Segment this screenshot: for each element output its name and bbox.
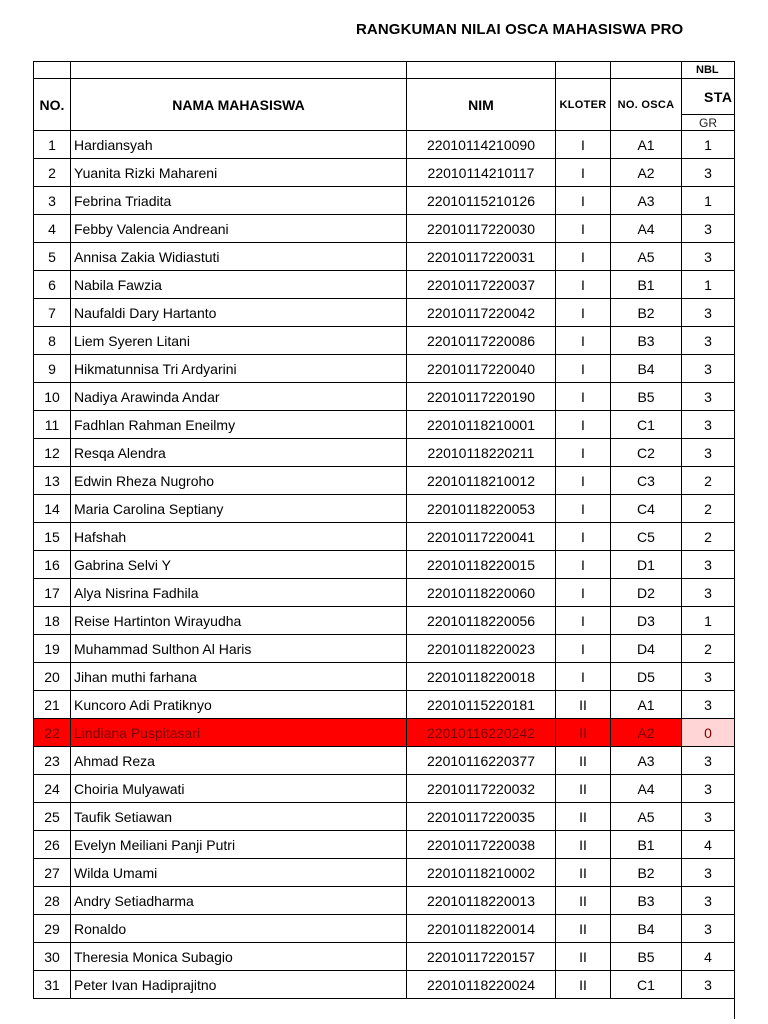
row-no-cell[interactable]: 10	[34, 383, 71, 411]
gr-score-cell[interactable]: 2	[682, 635, 735, 663]
gr-score-cell[interactable]: 3	[682, 159, 735, 187]
nim-cell[interactable]: 22010117220157	[407, 943, 556, 971]
table-row	[34, 635, 735, 663]
nim-cell[interactable]: 22010118220014	[407, 915, 556, 943]
gr-score-cell[interactable]: 1	[682, 271, 735, 299]
header-row-main	[34, 79, 735, 115]
row-no-cell[interactable]: 2	[34, 159, 71, 187]
kloter-cell[interactable]: I	[556, 355, 611, 383]
nim-cell[interactable]: 22010114210117	[407, 159, 556, 187]
osca-number-cell[interactable]: A4	[611, 775, 682, 803]
table-row	[34, 383, 735, 411]
header-cell[interactable]	[34, 62, 71, 79]
gr-score-cell[interactable]: 3	[682, 215, 735, 243]
row-no-cell[interactable]: 29	[34, 915, 71, 943]
student-name-cell[interactable]: Andry Setiadharma	[71, 887, 407, 915]
row-no-cell[interactable]: 12	[34, 439, 71, 467]
student-name-cell[interactable]: Choiria Mulyawati	[71, 775, 407, 803]
header-name[interactable]: NAMA MAHASISWA	[71, 79, 407, 131]
table-row	[34, 411, 735, 439]
osca-number-cell[interactable]: B5	[611, 943, 682, 971]
kloter-cell[interactable]: I	[556, 411, 611, 439]
student-name-cell[interactable]: Annisa Zakia Widiastuti	[71, 243, 407, 271]
row-no-cell[interactable]: 19	[34, 635, 71, 663]
table-row	[34, 943, 735, 971]
nim-cell[interactable]: 22010118220024	[407, 971, 556, 999]
table-row	[34, 859, 735, 887]
kloter-cell[interactable]: II	[556, 719, 611, 747]
table-row	[34, 551, 735, 579]
osca-number-cell[interactable]: B5	[611, 383, 682, 411]
table-row	[34, 747, 735, 775]
row-no-cell[interactable]: 13	[34, 467, 71, 495]
student-name-cell[interactable]: Reise Hartinton Wirayudha	[71, 607, 407, 635]
nim-cell[interactable]: 22010117220038	[407, 831, 556, 859]
student-name-cell[interactable]: Taufik Setiawan	[71, 803, 407, 831]
nim-cell[interactable]: 22010118220060	[407, 579, 556, 607]
table-row	[34, 299, 735, 327]
student-name-cell[interactable]: Fadhlan Rahman Eneilmy	[71, 411, 407, 439]
header-osca[interactable]: NO. OSCA	[611, 79, 682, 131]
row-no-cell[interactable]: 17	[34, 579, 71, 607]
header-station[interactable]: STA	[682, 79, 735, 115]
osca-number-cell[interactable]: B1	[611, 271, 682, 299]
student-name-cell[interactable]: Theresia Monica Subagio	[71, 943, 407, 971]
table-row	[34, 523, 735, 551]
osca-number-cell[interactable]: B4	[611, 915, 682, 943]
header-cell[interactable]	[556, 62, 611, 79]
osca-number-cell[interactable]: C4	[611, 495, 682, 523]
table-row	[34, 915, 735, 943]
nim-cell[interactable]: 22010118210012	[407, 467, 556, 495]
nim-cell[interactable]: 22010118220018	[407, 663, 556, 691]
gr-score-cell[interactable]: 3	[682, 747, 735, 775]
kloter-cell[interactable]: I	[556, 495, 611, 523]
gr-score-cell[interactable]: 3	[682, 915, 735, 943]
kloter-cell[interactable]: I	[556, 159, 611, 187]
table-row	[34, 439, 735, 467]
table-row	[34, 159, 735, 187]
header-nim[interactable]: NIM	[407, 79, 556, 131]
nim-cell[interactable]: 22010118220023	[407, 635, 556, 663]
gr-score-cell[interactable]: 1	[682, 187, 735, 215]
gr-score-cell[interactable]: 3	[682, 803, 735, 831]
kloter-cell[interactable]: I	[556, 523, 611, 551]
table-row	[34, 719, 735, 747]
kloter-cell[interactable]: I	[556, 383, 611, 411]
nim-cell[interactable]: 22010118220015	[407, 551, 556, 579]
nim-cell[interactable]: 22010117220040	[407, 355, 556, 383]
nim-cell[interactable]: 22010116220242	[407, 719, 556, 747]
kloter-cell[interactable]: I	[556, 663, 611, 691]
student-name-cell[interactable]: Edwin Rheza Nugroho	[71, 467, 407, 495]
gr-score-cell[interactable]: 4	[682, 943, 735, 971]
header-cell[interactable]	[71, 62, 407, 79]
student-name-cell[interactable]: Jihan muthi farhana	[71, 663, 407, 691]
nim-cell[interactable]: 22010118220211	[407, 439, 556, 467]
student-name-cell[interactable]: Ahmad Reza	[71, 747, 407, 775]
row-no-cell[interactable]: 11	[34, 411, 71, 439]
kloter-cell[interactable]: II	[556, 943, 611, 971]
row-no-cell[interactable]: 4	[34, 215, 71, 243]
header-gr[interactable]: GR	[682, 115, 735, 131]
nim-cell[interactable]: 22010115210126	[407, 187, 556, 215]
nim-cell[interactable]: 22010118220053	[407, 495, 556, 523]
student-name-cell[interactable]: Wilda Umami	[71, 859, 407, 887]
nim-cell[interactable]: 22010118210002	[407, 859, 556, 887]
nim-cell[interactable]: 22010118220056	[407, 607, 556, 635]
table-row	[34, 971, 735, 999]
kloter-cell[interactable]: II	[556, 691, 611, 719]
table-row	[34, 187, 735, 215]
osca-number-cell[interactable]: C2	[611, 439, 682, 467]
gr-score-cell[interactable]: 2	[682, 495, 735, 523]
row-no-cell[interactable]: 28	[34, 887, 71, 915]
gr-score-cell[interactable]: 1	[682, 131, 735, 159]
nim-cell[interactable]: 22010117220032	[407, 775, 556, 803]
gr-score-cell[interactable]: 4	[682, 831, 735, 859]
osca-number-cell[interactable]: C3	[611, 467, 682, 495]
header-row-top	[34, 62, 735, 79]
nim-cell[interactable]: 22010117220031	[407, 243, 556, 271]
student-name-cell[interactable]: Gabrina Selvi Y	[71, 551, 407, 579]
student-name-cell[interactable]: Hafshah	[71, 523, 407, 551]
nim-cell[interactable]: 22010117220037	[407, 271, 556, 299]
row-no-cell[interactable]: 6	[34, 271, 71, 299]
kloter-cell[interactable]: I	[556, 271, 611, 299]
row-no-cell[interactable]: 30	[34, 943, 71, 971]
osca-number-cell[interactable]: A5	[611, 243, 682, 271]
row-no-cell[interactable]: 25	[34, 803, 71, 831]
nim-cell[interactable]: 22010117220190	[407, 383, 556, 411]
header-no[interactable]: NO.	[34, 79, 71, 131]
table-row	[34, 887, 735, 915]
gr-score-cell[interactable]: 3	[682, 411, 735, 439]
gr-score-cell[interactable]: 2	[682, 523, 735, 551]
row-no-cell[interactable]: 20	[34, 663, 71, 691]
row-no-cell[interactable]: 23	[34, 747, 71, 775]
kloter-cell[interactable]: I	[556, 243, 611, 271]
nim-cell[interactable]: 22010117220035	[407, 803, 556, 831]
kloter-cell[interactable]: II	[556, 859, 611, 887]
gr-score-cell[interactable]: 0	[682, 719, 735, 747]
grades-table	[33, 61, 735, 999]
student-name-cell[interactable]: Febrina Triadita	[71, 187, 407, 215]
osca-number-cell[interactable]: C5	[611, 523, 682, 551]
table-row	[34, 215, 735, 243]
kloter-cell[interactable]: II	[556, 831, 611, 859]
osca-number-cell[interactable]: B2	[611, 299, 682, 327]
osca-number-cell[interactable]: C1	[611, 411, 682, 439]
student-name-cell[interactable]: Yuanita Rizki Mahareni	[71, 159, 407, 187]
osca-number-cell[interactable]: B3	[611, 327, 682, 355]
student-name-cell[interactable]: Muhammad Sulthon Al Haris	[71, 635, 407, 663]
kloter-cell[interactable]: I	[556, 635, 611, 663]
row-no-cell[interactable]: 7	[34, 299, 71, 327]
osca-number-cell[interactable]: B2	[611, 859, 682, 887]
osca-number-cell[interactable]: B4	[611, 355, 682, 383]
row-no-cell[interactable]: 3	[34, 187, 71, 215]
nim-cell[interactable]: 22010115220181	[407, 691, 556, 719]
header-cell[interactable]	[407, 62, 556, 79]
kloter-cell[interactable]: I	[556, 607, 611, 635]
student-name-cell[interactable]: Febby Valencia Andreani	[71, 215, 407, 243]
osca-number-cell[interactable]: A1	[611, 131, 682, 159]
student-name-cell[interactable]: Resqa Alendra	[71, 439, 407, 467]
kloter-cell[interactable]: II	[556, 803, 611, 831]
table-row	[34, 355, 735, 383]
row-no-cell[interactable]: 9	[34, 355, 71, 383]
header-kloter[interactable]: KLOTER	[556, 79, 611, 131]
row-no-cell[interactable]: 24	[34, 775, 71, 803]
osca-number-cell[interactable]: D2	[611, 579, 682, 607]
student-name-cell[interactable]: Hikmatunnisa Tri Ardyarini	[71, 355, 407, 383]
student-name-cell[interactable]: Evelyn Meiliani Panji Putri	[71, 831, 407, 859]
kloter-cell[interactable]: I	[556, 131, 611, 159]
nim-cell[interactable]: 22010117220030	[407, 215, 556, 243]
gr-score-cell[interactable]: 3	[682, 663, 735, 691]
gr-score-cell[interactable]: 3	[682, 775, 735, 803]
table-row	[34, 831, 735, 859]
osca-number-cell[interactable]: A2	[611, 159, 682, 187]
row-no-cell[interactable]: 15	[34, 523, 71, 551]
row-no-cell[interactable]: 21	[34, 691, 71, 719]
gr-score-cell[interactable]: 3	[682, 299, 735, 327]
nim-cell[interactable]: 22010117220086	[407, 327, 556, 355]
kloter-cell[interactable]: II	[556, 887, 611, 915]
kloter-cell[interactable]: I	[556, 439, 611, 467]
gr-score-cell[interactable]: 3	[682, 327, 735, 355]
student-name-cell[interactable]: Peter Ivan Hadiprajitno	[71, 971, 407, 999]
nim-cell[interactable]: 22010114210090	[407, 131, 556, 159]
osca-number-cell[interactable]: A4	[611, 215, 682, 243]
nim-cell[interactable]: 22010118220013	[407, 887, 556, 915]
gr-score-cell[interactable]: 3	[682, 887, 735, 915]
student-name-cell[interactable]: Nadiya Arawinda Andar	[71, 383, 407, 411]
table-row	[34, 803, 735, 831]
osca-number-cell[interactable]: A5	[611, 803, 682, 831]
row-no-cell[interactable]: 8	[34, 327, 71, 355]
gr-score-cell[interactable]: 3	[682, 439, 735, 467]
kloter-cell[interactable]: I	[556, 187, 611, 215]
table-row	[34, 691, 735, 719]
nim-cell[interactable]: 22010117220041	[407, 523, 556, 551]
osca-number-cell[interactable]: D5	[611, 663, 682, 691]
gr-score-cell[interactable]: 3	[682, 859, 735, 887]
row-no-cell[interactable]: 14	[34, 495, 71, 523]
row-no-cell[interactable]: 31	[34, 971, 71, 999]
gr-score-cell[interactable]: 1	[682, 607, 735, 635]
kloter-cell[interactable]: I	[556, 579, 611, 607]
row-no-cell[interactable]: 16	[34, 551, 71, 579]
gr-score-cell[interactable]: 2	[682, 467, 735, 495]
student-name-cell[interactable]: Kuncoro Adi Pratiknyo	[71, 691, 407, 719]
osca-number-cell[interactable]: D4	[611, 635, 682, 663]
osca-number-cell[interactable]: A3	[611, 187, 682, 215]
row-no-cell[interactable]: 26	[34, 831, 71, 859]
sheet-title: RANGKUMAN NILAI OSCA MAHASISWA PRO	[356, 21, 684, 38]
gr-score-cell[interactable]: 3	[682, 355, 735, 383]
nim-cell[interactable]: 22010116220377	[407, 747, 556, 775]
gr-score-cell[interactable]: 3	[682, 551, 735, 579]
column-divider	[734, 61, 735, 1019]
kloter-cell[interactable]: II	[556, 915, 611, 943]
kloter-cell[interactable]: II	[556, 747, 611, 775]
student-name-cell[interactable]: Hardiansyah	[71, 131, 407, 159]
kloter-cell[interactable]: I	[556, 299, 611, 327]
gr-score-cell[interactable]: 3	[682, 383, 735, 411]
table-row	[34, 775, 735, 803]
table-row	[34, 271, 735, 299]
table-row	[34, 467, 735, 495]
osca-number-cell[interactable]: D3	[611, 607, 682, 635]
row-no-cell[interactable]: 5	[34, 243, 71, 271]
kloter-cell[interactable]: I	[556, 551, 611, 579]
kloter-cell[interactable]: II	[556, 971, 611, 999]
row-no-cell[interactable]: 22	[34, 719, 71, 747]
student-name-cell[interactable]: Ronaldo	[71, 915, 407, 943]
student-name-cell[interactable]: Nabila Fawzia	[71, 271, 407, 299]
osca-number-cell[interactable]: C1	[611, 971, 682, 999]
osca-number-cell[interactable]: A2	[611, 719, 682, 747]
student-name-cell[interactable]: Naufaldi Dary Hartanto	[71, 299, 407, 327]
header-nbl[interactable]: NBL	[682, 62, 735, 79]
table-row	[34, 243, 735, 271]
student-name-cell[interactable]: Alya Nisrina Fadhila	[71, 579, 407, 607]
student-name-cell[interactable]: Lindiana Puspitasari	[71, 719, 407, 747]
osca-number-cell[interactable]: B1	[611, 831, 682, 859]
table-row	[34, 579, 735, 607]
row-no-cell[interactable]: 18	[34, 607, 71, 635]
osca-number-cell[interactable]: A1	[611, 691, 682, 719]
student-name-cell[interactable]: Liem Syeren Litani	[71, 327, 407, 355]
kloter-cell[interactable]: I	[556, 327, 611, 355]
row-no-cell[interactable]: 27	[34, 859, 71, 887]
gr-score-cell[interactable]: 3	[682, 691, 735, 719]
nim-cell[interactable]: 22010117220042	[407, 299, 556, 327]
kloter-cell[interactable]: I	[556, 215, 611, 243]
gr-score-cell[interactable]: 3	[682, 243, 735, 271]
table-row	[34, 495, 735, 523]
kloter-cell[interactable]: II	[556, 775, 611, 803]
gr-score-cell[interactable]: 3	[682, 971, 735, 999]
osca-number-cell[interactable]: B3	[611, 887, 682, 915]
header-cell[interactable]	[611, 62, 682, 79]
osca-number-cell[interactable]: A3	[611, 747, 682, 775]
gr-score-cell[interactable]: 3	[682, 579, 735, 607]
student-name-cell[interactable]: Maria Carolina Septiany	[71, 495, 407, 523]
table-row	[34, 663, 735, 691]
kloter-cell[interactable]: I	[556, 467, 611, 495]
row-no-cell[interactable]: 1	[34, 131, 71, 159]
nim-cell[interactable]: 22010118210001	[407, 411, 556, 439]
table-row	[34, 131, 735, 159]
osca-number-cell[interactable]: D1	[611, 551, 682, 579]
table-row	[34, 607, 735, 635]
table-row	[34, 327, 735, 355]
